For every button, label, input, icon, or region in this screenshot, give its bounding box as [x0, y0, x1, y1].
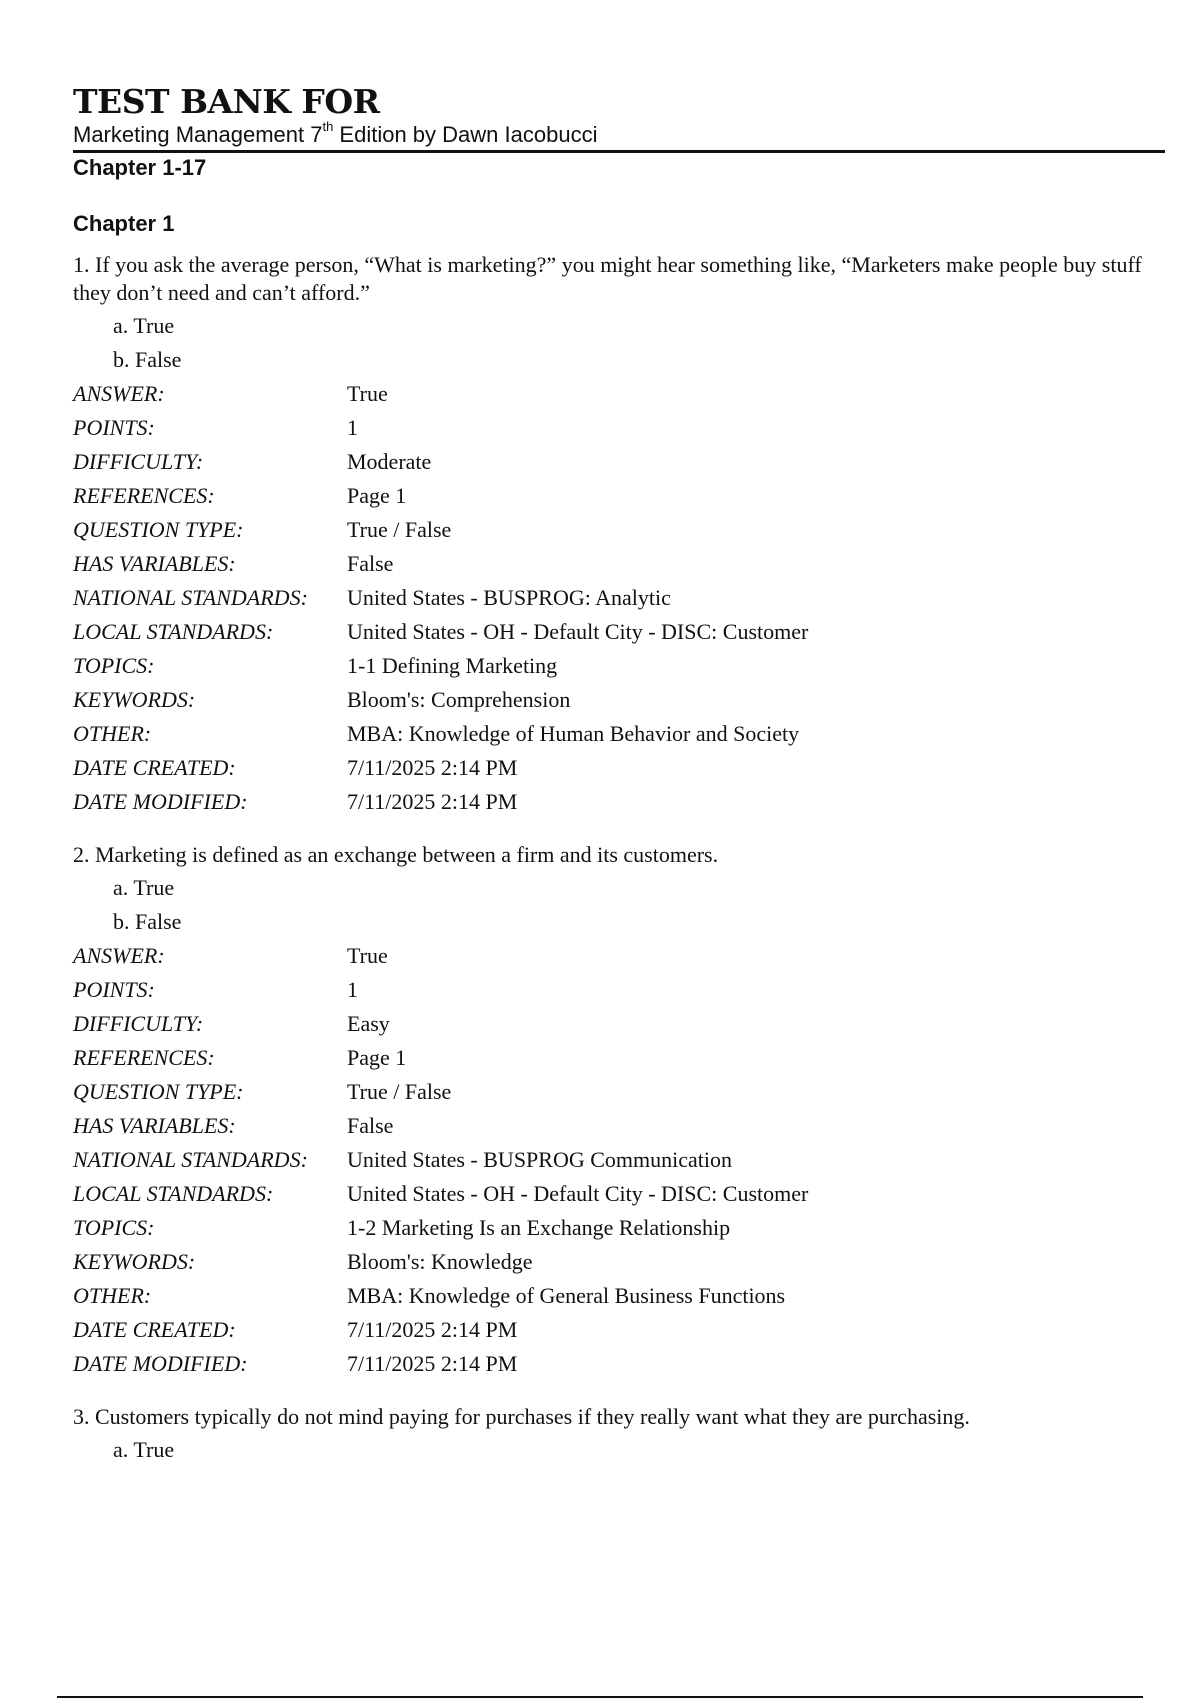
- meta-row-local-standards: [73, 1177, 1165, 1211]
- meta-value: True: [347, 381, 388, 406]
- question-2: [73, 841, 1165, 1381]
- meta-row-references: [73, 479, 1165, 513]
- meta-label: ANSWER:: [73, 943, 165, 968]
- meta-value: MBA: Knowledge of General Business Functions: [347, 1283, 786, 1308]
- meta-label: QUESTION TYPE:: [73, 1079, 244, 1104]
- meta-row-date-created: [73, 1313, 1165, 1347]
- meta-row-national-standards: [73, 1143, 1165, 1177]
- meta-value: Page 1: [347, 483, 407, 508]
- question-text: 1. If you ask the average person, “What is marketing?” you might hear something like, “Marketers make people buy stuff they don’t need and can’t afford.”: [73, 252, 1142, 305]
- chapter-range: Chapter 1-17: [73, 155, 207, 180]
- meta-label: TOPICS:: [73, 1215, 155, 1240]
- meta-value: 7/11/2025 2:14 PM: [347, 789, 518, 814]
- meta-row-question-type: [73, 513, 1165, 547]
- meta-label: LOCAL STANDARDS:: [73, 1181, 274, 1206]
- meta-row-date-modified: [73, 1347, 1165, 1381]
- meta-value: True / False: [347, 1079, 452, 1104]
- meta-value: Page 1: [347, 1045, 407, 1070]
- meta-value: Bloom's: Comprehension: [347, 687, 571, 712]
- book-subtitle: [73, 118, 1165, 153]
- meta-label: LOCAL STANDARDS:: [73, 619, 274, 644]
- meta-value: 1-1 Defining Marketing: [347, 653, 558, 678]
- meta-label: KEYWORDS:: [73, 1249, 196, 1274]
- meta-value: United States - OH - Default City - DISC: Customer: [347, 1181, 809, 1206]
- meta-label: DATE MODIFIED:: [73, 789, 248, 814]
- subtitle-superscript: th: [322, 118, 334, 134]
- subtitle-suffix: Edition by Dawn Iacobucci: [333, 122, 598, 147]
- question-3: [73, 1403, 1165, 1467]
- meta-label: DIFFICULTY:: [73, 449, 204, 474]
- meta-row-difficulty: [73, 1007, 1165, 1041]
- meta-label: REFERENCES:: [73, 483, 215, 508]
- meta-row-points: [73, 973, 1165, 1007]
- meta-value: United States - OH - Default City - DISC: Customer: [347, 619, 809, 644]
- meta-row-references: [73, 1041, 1165, 1075]
- meta-label: REFERENCES:: [73, 1045, 215, 1070]
- question-text: 2. Marketing is defined as an exchange between a firm and its customers.: [73, 842, 719, 867]
- meta-row-has-variables: [73, 1109, 1165, 1143]
- meta-label: HAS VARIABLES:: [73, 1113, 236, 1138]
- meta-value: United States - BUSPROG: Analytic: [347, 585, 671, 610]
- meta-row-points: [73, 411, 1165, 445]
- meta-row-keywords: [73, 683, 1165, 717]
- meta-label: DATE CREATED:: [73, 1317, 236, 1342]
- meta-row-has-variables: [73, 547, 1165, 581]
- meta-label: HAS VARIABLES:: [73, 551, 236, 576]
- subtitle-prefix: Marketing Management 7: [73, 122, 323, 147]
- meta-value: Easy: [347, 1011, 390, 1036]
- meta-value: True / False: [347, 517, 452, 542]
- meta-row-question-type: [73, 1075, 1165, 1109]
- meta-value: 1: [347, 977, 358, 1002]
- meta-value: False: [347, 551, 394, 576]
- option-b: b. False: [113, 909, 182, 934]
- option-a: a. True: [113, 875, 175, 900]
- meta-label: POINTS:: [73, 977, 155, 1002]
- meta-row-other: [73, 1279, 1165, 1313]
- meta-value: True: [347, 943, 388, 968]
- meta-row-difficulty: [73, 445, 1165, 479]
- meta-value: Moderate: [347, 449, 432, 474]
- meta-label: ANSWER:: [73, 381, 165, 406]
- document-title: TEST BANK FOR: [73, 82, 380, 121]
- meta-label: POINTS:: [73, 415, 155, 440]
- meta-row-answer: [73, 377, 1165, 411]
- meta-row-other: [73, 717, 1165, 751]
- meta-value: MBA: Knowledge of Human Behavior and Society: [347, 721, 800, 746]
- meta-label: DATE CREATED:: [73, 755, 236, 780]
- meta-value: Bloom's: Knowledge: [347, 1249, 533, 1274]
- meta-value: 7/11/2025 2:14 PM: [347, 755, 518, 780]
- meta-value: 1: [347, 415, 358, 440]
- meta-row-keywords: [73, 1245, 1165, 1279]
- question-1: [73, 251, 1165, 819]
- document-page: [73, 82, 1165, 1489]
- meta-label: KEYWORDS:: [73, 687, 196, 712]
- option-b: b. False: [113, 347, 182, 372]
- meta-value: 1-2 Marketing Is an Exchange Relationship: [347, 1215, 731, 1240]
- meta-value: United States - BUSPROG Communication: [347, 1147, 732, 1172]
- option-a: a. True: [113, 1437, 175, 1462]
- meta-label: DATE MODIFIED:: [73, 1351, 248, 1376]
- meta-label: QUESTION TYPE:: [73, 517, 244, 542]
- meta-value: 7/11/2025 2:14 PM: [347, 1351, 518, 1376]
- meta-label: TOPICS:: [73, 653, 155, 678]
- option-a: a. True: [113, 313, 175, 338]
- question-text: 3. Customers typically do not mind paying for purchases if they really want what they are purchasing.: [73, 1404, 970, 1429]
- meta-row-topics: [73, 1211, 1165, 1245]
- meta-value: 7/11/2025 2:14 PM: [347, 1317, 518, 1342]
- chapter-heading: Chapter 1: [73, 211, 175, 236]
- meta-label: NATIONAL STANDARDS:: [73, 585, 308, 610]
- meta-label: DIFFICULTY:: [73, 1011, 204, 1036]
- footer-divider: [57, 1696, 1143, 1698]
- meta-row-national-standards: [73, 581, 1165, 615]
- meta-row-date-created: [73, 751, 1165, 785]
- meta-label: OTHER:: [73, 1283, 152, 1308]
- meta-value: False: [347, 1113, 394, 1138]
- meta-row-date-modified: [73, 785, 1165, 819]
- meta-label: NATIONAL STANDARDS:: [73, 1147, 308, 1172]
- meta-row-answer: [73, 939, 1165, 973]
- meta-row-local-standards: [73, 615, 1165, 649]
- meta-row-topics: [73, 649, 1165, 683]
- meta-label: OTHER:: [73, 721, 152, 746]
